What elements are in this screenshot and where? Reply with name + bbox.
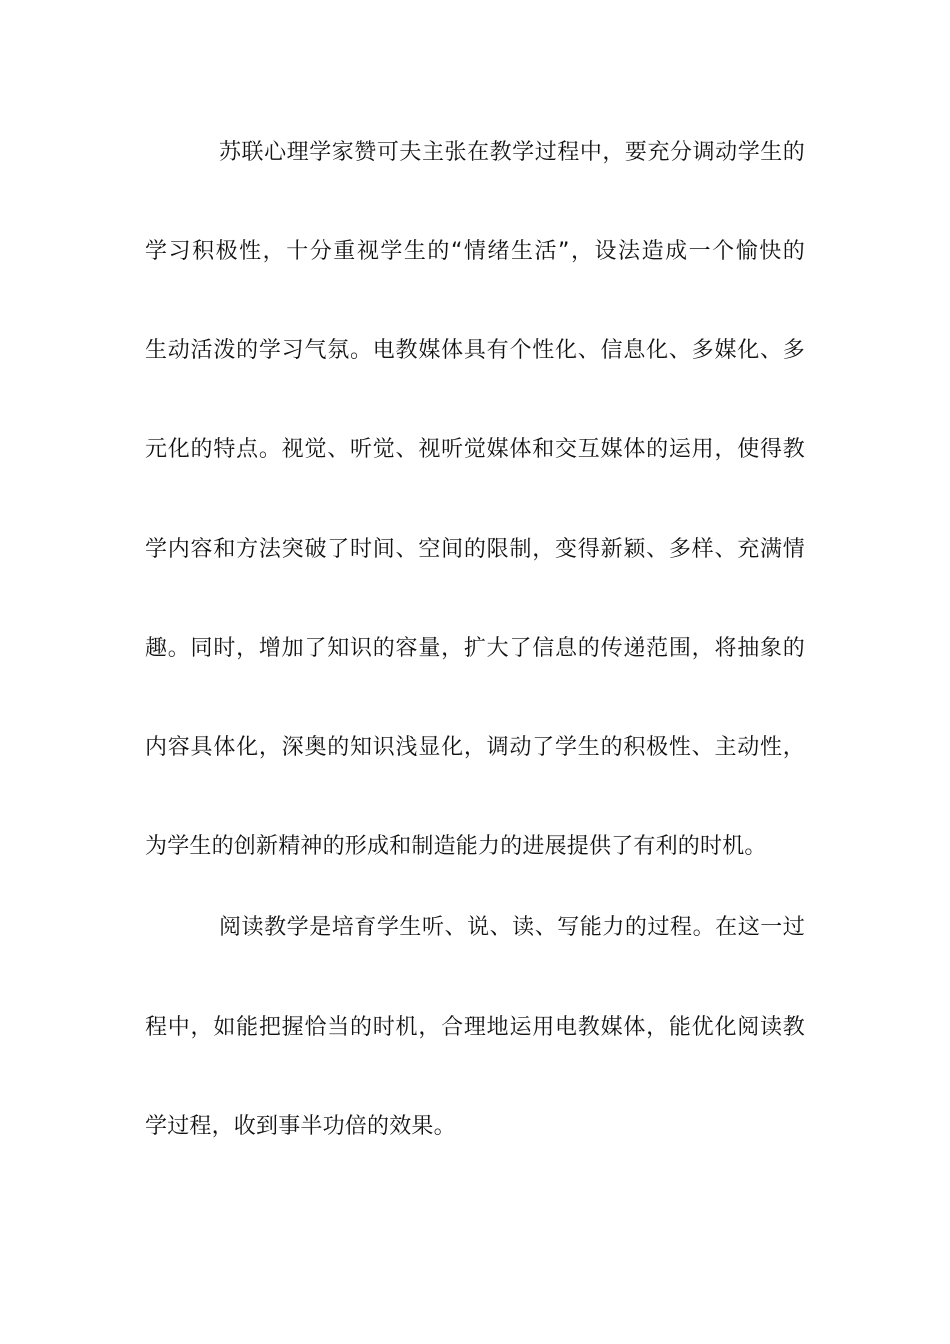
paragraph-line: 元化的特点。视觉、听觉、视听觉媒体和交互媒体的运用，使得教 — [145, 437, 805, 462]
paragraph-line: 学习积极性，十分重视学生的“情绪生活”，设法造成一个愉快的 — [145, 239, 805, 264]
paragraph-line: 阅读教学是培育学生听、说、读、写能力的过程。在这一过 — [219, 915, 805, 940]
paragraph-line: 苏联心理学家赞可夫主张在教学过程中，要充分调动学生的 — [219, 140, 805, 165]
paragraph-line: 学过程，收到事半功倍的效果。 — [145, 1114, 456, 1139]
paragraph-line: 趣。同时，增加了知识的容量，扩大了信息的传递范围，将抽象的 — [145, 636, 805, 661]
paragraph-line: 学内容和方法突破了时间、空间的限制，变得新颖、多样、充满情 — [145, 537, 805, 562]
paragraph-line: 为学生的创新精神的形成和制造能力的进展提供了有利的时机。 — [145, 834, 767, 859]
paragraph-line: 程中，如能把握恰当的时机，合理地运用电教媒体，能优化阅读教 — [145, 1015, 805, 1040]
paragraph-line: 内容具体化，深奥的知识浅显化，调动了学生的积极性、主动性， — [145, 735, 805, 760]
paragraph-line: 生动活泼的学习气氛。电教媒体具有个性化、信息化、多媒化、多 — [145, 338, 805, 363]
